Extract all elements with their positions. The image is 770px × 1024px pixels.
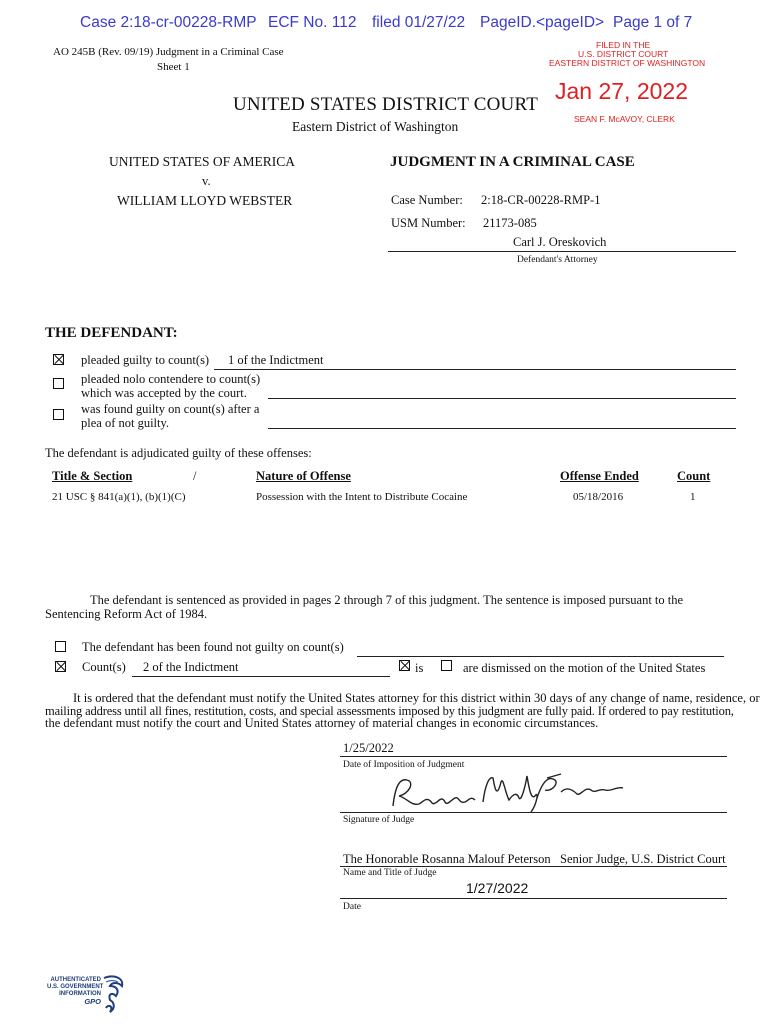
counts-rule <box>132 676 390 677</box>
imposition-date-label: Date of Imposition of Judgment <box>343 760 465 770</box>
offense-title-section: 21 USC § 841(a)(1), (b)(1)(C) <box>52 491 186 503</box>
nolo-contendere-label-1: pleaded nolo contendere to count(s) <box>81 372 261 386</box>
nolo-contendere-checkbox[interactable] <box>53 378 64 389</box>
nolo-contendere-rule <box>268 398 736 399</box>
header-slash: / <box>193 469 197 483</box>
stamp-line2: U.S. DISTRICT COURT <box>578 49 669 59</box>
imposition-date-rule <box>340 756 727 757</box>
is-checkbox[interactable] <box>399 660 410 671</box>
ecf-page-id: PageID.<pageID> <box>480 14 605 31</box>
header-count: Count <box>677 469 711 483</box>
offense-nature: Possession with the Intent to Distribute Cocaine <box>256 491 468 503</box>
found-guilty-label-2: plea of not guilty. <box>81 416 170 430</box>
plaintiff-name: UNITED STATES OF AMERICA <box>109 154 296 169</box>
not-guilty-checkbox[interactable] <box>55 641 66 652</box>
signed-date-label: Date <box>343 902 361 912</box>
judge-name-rule <box>340 866 727 867</box>
header-title-section: Title & Section <box>52 469 133 483</box>
stamp-date: Jan 27, 2022 <box>555 78 689 104</box>
case-number-label: Case Number: <box>391 193 463 207</box>
order-text-2: mailing address until all fines, restitution, costs, and special assessments imposed by this judgment are fully paid. If ordered to pay restitution, <box>45 704 734 718</box>
offense-count: 1 <box>690 491 696 503</box>
sentence-text-1: The defendant is sentenced as provided in pages 2 through 7 of this judgment. The sentence is imposed pursuant to the <box>90 593 684 607</box>
signature-rule <box>340 812 727 813</box>
stamp-line1: FILED IN THE <box>596 40 651 50</box>
defendant-name: WILLIAM LLOYD WEBSTER <box>117 193 293 208</box>
defense-attorney-label: Defendant's Attorney <box>517 255 598 265</box>
form-id: AO 245B (Rev. 09/19) Judgment in a Criminal Case <box>53 46 284 58</box>
pleaded-guilty-checkbox[interactable] <box>53 354 64 365</box>
header-offense-ended: Offense Ended <box>560 469 639 483</box>
gpo-line2: U.S. GOVERNMENT <box>47 984 104 990</box>
signed-date-rule <box>340 898 727 899</box>
pleaded-guilty-counts: 1 of the Indictment <box>228 353 324 367</box>
gpo-line3: INFORMATION <box>59 991 101 997</box>
order-text-3: the defendant must notify the court and United States attorney of material changes in economic circumstances. <box>45 716 599 730</box>
gpo-mark: GPO <box>84 997 101 1006</box>
nolo-contendere-label-2: which was accepted by the court. <box>81 386 247 400</box>
found-guilty-checkbox[interactable] <box>53 409 64 420</box>
counts-label: Count(s) <box>82 660 126 674</box>
court-district: Eastern District of Washington <box>292 119 459 134</box>
ecf-filed-date: filed 01/27/22 <box>372 14 466 31</box>
ecf-number: ECF No. 112 <box>268 14 357 31</box>
not-guilty-rule <box>357 656 724 657</box>
judge-signature <box>385 768 635 816</box>
judge-title: Senior Judge, U.S. District Court <box>560 852 726 866</box>
header-nature: Nature of Offense <box>256 469 351 483</box>
form-sheet: Sheet 1 <box>157 61 190 73</box>
found-guilty-label-1: was found guilty on count(s) after a <box>81 402 260 416</box>
versus: v. <box>202 174 211 188</box>
gpo-line1: AUTHENTICATED <box>50 977 101 983</box>
is-label: is <box>415 661 424 675</box>
signature-label: Signature of Judge <box>343 815 415 825</box>
imposition-date: 1/25/2022 <box>343 741 394 755</box>
signed-date: 1/27/2022 <box>466 880 529 896</box>
ecf-case-number: Case 2:18-cr-00228-RMP <box>80 14 257 31</box>
judgment-title: JUDGMENT IN A CRIMINAL CASE <box>390 154 635 170</box>
order-text-1: It is ordered that the defendant must notify the United States attorney for this district within 30 days of any change of name, residence, or <box>73 691 760 705</box>
offense-ended: 05/18/2016 <box>573 491 624 503</box>
court-name: UNITED STATES DISTRICT COURT <box>233 94 539 115</box>
counts-value: 2 of the Indictment <box>143 660 239 674</box>
pleaded-guilty-label: pleaded guilty to count(s) <box>81 353 210 367</box>
are-dismissed-label: are dismissed on the motion of the United States <box>463 661 706 675</box>
usm-number-label: USM Number: <box>391 216 466 230</box>
are-checkbox[interactable] <box>441 660 452 671</box>
defense-attorney-name: Carl J. Oreskovich <box>513 235 607 249</box>
ecf-page-count: Page 1 of 7 <box>613 14 693 31</box>
sentence-text-2: Sentencing Reform Act of 1984. <box>45 607 208 621</box>
found-guilty-rule <box>268 428 736 429</box>
counts-dismissed-checkbox[interactable] <box>55 661 66 672</box>
attorney-rule <box>388 251 736 252</box>
case-number-value: 2:18-CR-00228-RMP-1 <box>481 193 601 207</box>
gpo-authentication <box>47 977 104 1006</box>
usm-number-value: 21173-085 <box>483 216 537 230</box>
judge-name: The Honorable Rosanna Malouf Peterson <box>343 852 551 866</box>
not-guilty-label: The defendant has been found not guilty on count(s) <box>82 640 344 654</box>
judge-name-label: Name and Title of Judge <box>343 868 437 878</box>
gpo-eagle-icon <box>100 972 128 1016</box>
defendant-section-heading: THE DEFENDANT: <box>45 325 178 341</box>
stamp-clerk: SEAN F. McAVOY, CLERK <box>574 114 675 124</box>
stamp-line3: EASTERN DISTRICT OF WASHINGTON <box>549 58 706 68</box>
pleaded-guilty-rule <box>214 369 736 370</box>
offenses-intro: The defendant is adjudicated guilty of these offenses: <box>45 446 312 460</box>
